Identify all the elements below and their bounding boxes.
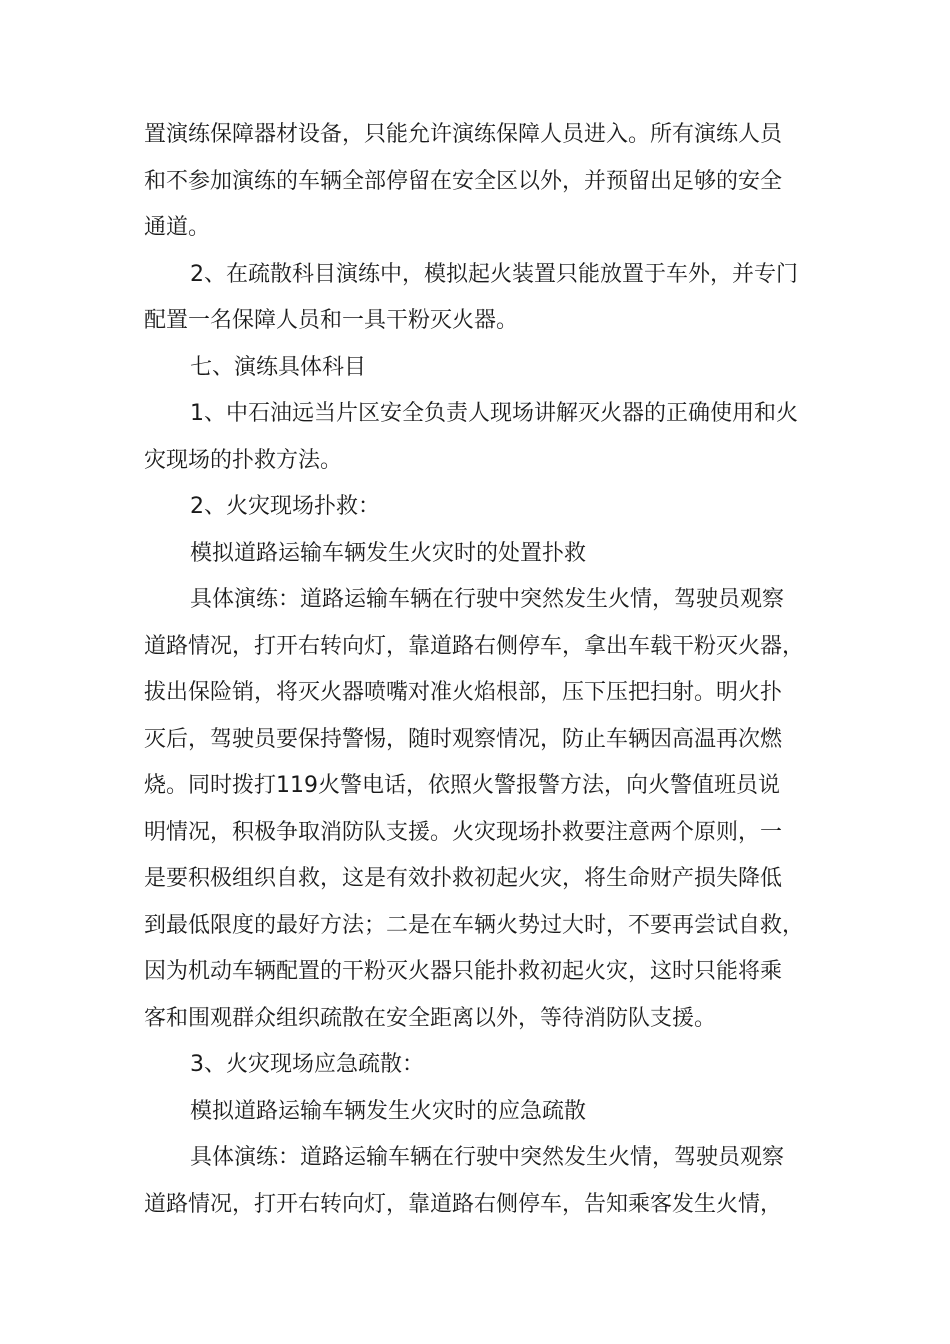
subsection-heading: 2、火灾现场扑救：	[190, 494, 380, 519]
text-line: 1、中石油远当片区安全负责人现场讲解灭火器的正确使用和火	[190, 401, 798, 426]
text-line: 灭后，驾驶员要保持警惕，随时观察情况，防止车辆因高温再次燃	[144, 727, 783, 752]
text-line: 配置一名保障人员和一具干粉灭火器。	[144, 308, 519, 333]
text-line: 道路情况，打开右转向灯，靠道路右侧停车，告知乘客发生火情，	[144, 1192, 783, 1217]
text-line: 是要积极组织自救，这是有效扑救初起火灾，将生命财产损失降低	[144, 866, 783, 891]
text-line: 具体演练：道路运输车辆在行驶中突然发生火情，驾驶员观察	[190, 1145, 785, 1170]
text-line: 具体演练：道路运输车辆在行驶中突然发生火情，驾驶员观察	[190, 587, 785, 612]
text-line: 烧。同时拨打119火警电话，依照火警报警方法，向火警值班员说	[144, 773, 780, 798]
text-line: 客和围观群众组织疏散在安全距离以外，等待消防队支援。	[144, 1006, 717, 1031]
text-line: 模拟道路运输车辆发生火灾时的处置扑救	[190, 541, 587, 566]
text-line: 灾现场的扑救方法。	[144, 448, 343, 473]
text-line: 道路情况，打开右转向灯，靠道路右侧停车，拿出车载干粉灭火器，	[144, 634, 805, 659]
subsection-heading: 3、火灾现场应急疏散：	[190, 1052, 424, 1077]
text-line: 模拟道路运输车辆发生火灾时的应急疏散	[190, 1099, 587, 1124]
text-line: 明情况，积极争取消防队支援。火灾现场扑救要注意两个原则，一	[144, 820, 783, 845]
text-line: 通道。	[144, 215, 211, 240]
text-line: 置演练保障器材设备，只能允许演练保障人员进入。所有演练人员	[144, 122, 783, 147]
text-line: 到最低限度的最好方法；二是在车辆火势过大时，不要再尝试自救，	[144, 913, 805, 938]
text-line: 2、在疏散科目演练中，模拟起火装置只能放置于车外，并专门	[190, 262, 798, 287]
text-line: 和不参加演练的车辆全部停留在安全区以外，并预留出足够的安全	[144, 169, 783, 194]
section-heading: 七、演练具体科目	[190, 355, 367, 380]
text-line: 因为机动车辆配置的干粉灭火器只能扑救初起火灾，这时只能将乘	[144, 959, 783, 984]
text-line: 拔出保险销，将灭火器喷嘴对准火焰根部，压下压把扫射。明火扑	[144, 680, 783, 705]
